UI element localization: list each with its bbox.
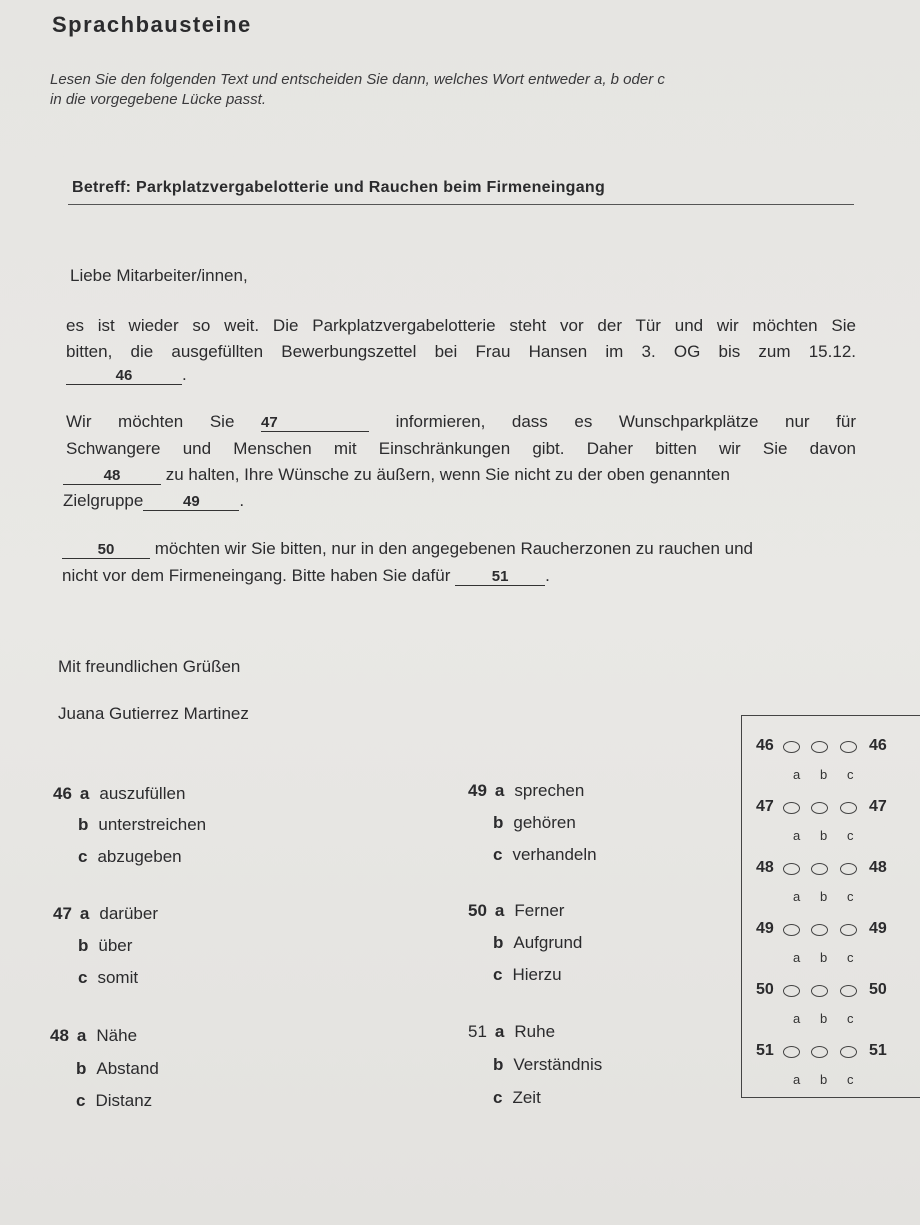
gap-47[interactable]: 47 [261, 414, 369, 432]
answer-row-51: 51 51 a b c [756, 1042, 887, 1087]
bubble-49-a[interactable] [783, 924, 800, 936]
instruction-line-2: in die vorgegebene Lücke passt. [50, 91, 266, 108]
letter-greeting: Liebe Mitarbeiter/innen, [70, 266, 248, 285]
letter-subject: Betreff: Parkplatzvergabelotterie und Rauchen beim Firmeneingang [72, 179, 606, 196]
paragraph-3-line-1: 50 möchten wir Sie bitten, nur in den angegebenen Raucherzonen zu rauchen und [62, 539, 753, 559]
gap-50[interactable]: 50 [62, 541, 150, 559]
answer-row-46: 46 46 a b c [756, 737, 887, 782]
bubble-46-a[interactable] [783, 741, 800, 753]
option-51-b: b Verständnis [493, 1055, 603, 1074]
answer-sheet [741, 715, 920, 1098]
answer-row-47: 47 47 a b c [756, 798, 887, 843]
option-47-b: b über [78, 936, 133, 955]
gap-51[interactable]: 51 [455, 568, 545, 586]
bubble-50-b[interactable] [811, 985, 828, 997]
gap-49[interactable]: 49 [143, 493, 239, 511]
option-49-b: b gehören [493, 813, 576, 832]
option-51-a: 51 a Ruhe [468, 1022, 556, 1041]
bubble-51-a[interactable] [783, 1046, 800, 1058]
option-50-c: c Hierzu [493, 965, 562, 984]
option-47-a: 47 a darüber [53, 904, 158, 923]
answer-row-49: 49 49 a b c [756, 920, 887, 965]
subject-divider [68, 204, 854, 205]
option-49-a: 49 a sprechen [468, 781, 585, 800]
bubble-48-a[interactable] [783, 863, 800, 875]
paragraph-3-line-2: nicht vor dem Firmeneingang. Bitte haben Sie dafür 51 . [62, 566, 550, 585]
option-48-a: 48 a Nähe [50, 1026, 138, 1045]
option-48-b: b Abstand [76, 1059, 159, 1078]
bubble-47-b[interactable] [811, 802, 828, 814]
bubble-50-a[interactable] [783, 985, 800, 997]
page-title: Sprachbausteine [52, 12, 252, 37]
bubble-46-c[interactable] [840, 741, 857, 753]
paragraph-1-line-1: es ist wieder so weit. Die Parkplatzvergabelotterie steht vor der Tür und wir möchten Sie [66, 316, 856, 335]
letter-closing: Mit freundlichen Grüßen [58, 657, 241, 676]
option-48-c: c Distanz [76, 1091, 153, 1110]
bubble-46-b[interactable] [811, 741, 828, 753]
bubble-50-c[interactable] [840, 985, 857, 997]
option-46-a: 46 a auszufüllen [53, 784, 186, 803]
paragraph-2-line-2: Schwangere und Menschen mit Einschränkungen gibt. Daher bitten wir Sie davon [66, 439, 856, 458]
bubble-49-c[interactable] [840, 924, 857, 936]
bubble-48-c[interactable] [840, 863, 857, 875]
bubble-49-b[interactable] [811, 924, 828, 936]
answer-row-50: 50 50 a b c [756, 981, 887, 1026]
gap-48[interactable]: 48 [63, 467, 161, 485]
option-49-c: c verhandeln [493, 845, 597, 864]
option-46-c: c abzugeben [78, 847, 182, 866]
bubble-51-c[interactable] [840, 1046, 857, 1058]
answer-row-48: 48 48 a b c [756, 859, 887, 904]
bubble-48-b[interactable] [811, 863, 828, 875]
bubble-47-c[interactable] [840, 802, 857, 814]
gap-46[interactable]: 46 [66, 367, 182, 385]
option-50-a: 50 a Ferner [468, 901, 565, 920]
paragraph-2-line-3: 48 zu halten, Ihre Wünsche zu äußern, wenn Sie nicht zu der oben genannten [63, 465, 730, 485]
option-47-c: c somit [78, 968, 139, 987]
paragraph-2-line-4: Zielgruppe 49 . [63, 491, 245, 510]
option-46-b: b unterstreichen [78, 815, 207, 834]
option-51-c: c Zeit [493, 1088, 541, 1107]
option-50-b: b Aufgrund [493, 933, 583, 952]
bubble-47-a[interactable] [783, 802, 800, 814]
letter-signature: Juana Gutierrez Martinez [58, 704, 249, 723]
paragraph-2-line-1: Wir möchten Sie 47 informieren, dass es Wunschparkplätze nur für [66, 412, 856, 431]
paragraph-1-line-3: 46 . [66, 365, 187, 385]
instruction-line-1: Lesen Sie den folgenden Text und entscheiden Sie dann, welches Wort entweder a, b oder c [50, 71, 665, 88]
paragraph-1-line-2: bitten, die ausgefüllten Bewerbungszettel bei Frau Hansen im 3. OG bis zum 15.12. [66, 342, 856, 361]
bubble-51-b[interactable] [811, 1046, 828, 1058]
